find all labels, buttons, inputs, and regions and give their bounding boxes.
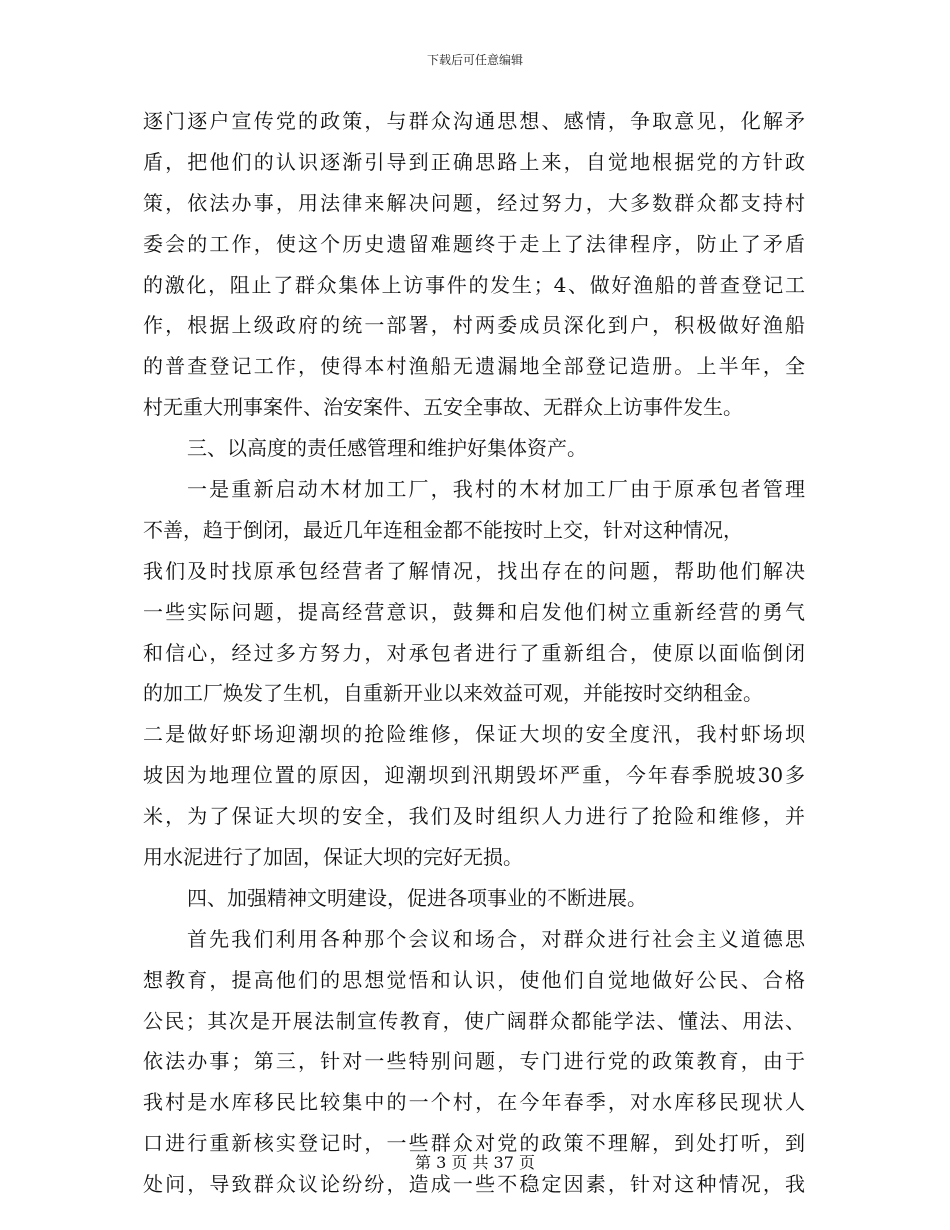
text-line: 一些实际问题，提高经营意识，鼓舞和启发他们树立重新经营的勇气	[143, 599, 805, 624]
text-line: 的激化，阻止了群众集体上访事件的发生；4、做好渔船的普查登记工	[143, 272, 805, 297]
text-line: 逐门逐户宣传党的政策，与群众沟通思想、感情，争取意见，化解矛	[143, 109, 805, 133]
text-line: 我村是水库移民比较集中的一个村，在今年春季，对水库移民现状人	[143, 1090, 805, 1115]
text-line: 三、以高度的责任感管理和维护好集体资产。	[187, 436, 587, 461]
page-header: 下载后可任意编辑	[426, 53, 523, 67]
text-line: 一是重新启动木材加工厂，我村的木材加工厂由于原承包者管理	[187, 477, 805, 502]
text-line: 用水泥进行了加固，保证大坝的完好无损。	[143, 845, 523, 870]
text-line: 坡因为地理位置的原因，迎潮坝到汛期毁坏严重，今年春季脱坡30多	[143, 763, 805, 788]
text-line: 我们及时找原承包经营者了解情况，找出存在的问题，帮助他们解决	[143, 558, 805, 583]
text-line: 二是做好虾场迎潮坝的抢险维修，保证大坝的安全度汛，我村虾场坝	[143, 722, 805, 747]
text-line: 处问，导致群众议论纷纷，造成一些不稳定因素，针对这种情况，我	[143, 1172, 805, 1197]
text-line: 公民；其次是开展法制宣传教育，使广阔群众都能学法、懂法、用法、	[143, 1008, 805, 1033]
text-line: 四、加强精神文明建设，促进各项事业的不断进展。	[187, 885, 647, 910]
text-line: 村无重大刑事案件、治安案件、五安全事故、无群众上访事件发生。	[143, 395, 743, 420]
text-line: 依法办事；第三，针对一些特别问题，专门进行党的政策教育，由于	[143, 1049, 805, 1074]
page-footer: 第 3 页 共 37 页	[415, 1153, 535, 1172]
text-line: 想教育，提高他们的思想觉悟和认识，使他们自觉地做好公民、合格	[143, 967, 805, 992]
text-line: 和信心，经过多方努力，对承包者进行了重新组合，使原以面临倒闭	[143, 640, 805, 665]
text-line: 首先我们利用各种那个会议和场合，对群众进行社会主义道德思	[187, 926, 805, 951]
text-line: 的普查登记工作，使得本村渔船无遗漏地全部登记造册。上半年，全	[143, 354, 805, 379]
text-line: 策，依法办事，用法律来解决问题，经过努力，大多数群众都支持村	[143, 190, 805, 215]
text-line: 米，为了保证大坝的安全，我们及时组织人力进行了抢险和维修，并	[143, 804, 805, 829]
text-line: 口进行重新核实登记时，一些群众对党的政策不理解，到处打听，到	[143, 1131, 805, 1156]
text-line: 不善，趋于倒闭，最近几年连租金都不能按时上交，针对这种情况，	[143, 517, 743, 542]
text-line: 委会的工作，使这个历史遗留难题终于走上了法律程序，防止了矛盾	[143, 231, 805, 256]
text-line: 盾，把他们的认识逐渐引导到正确思路上来，自觉地根据党的方针政	[143, 149, 805, 174]
text-line: 作，根据上级政府的统一部署，村两委成员深化到户，积极做好渔船	[143, 313, 805, 338]
document-body	[143, 101, 805, 1205]
text-line: 的加工厂焕发了生机，自重新开业以来效益可观，并能按时交纳租金。	[143, 681, 763, 706]
